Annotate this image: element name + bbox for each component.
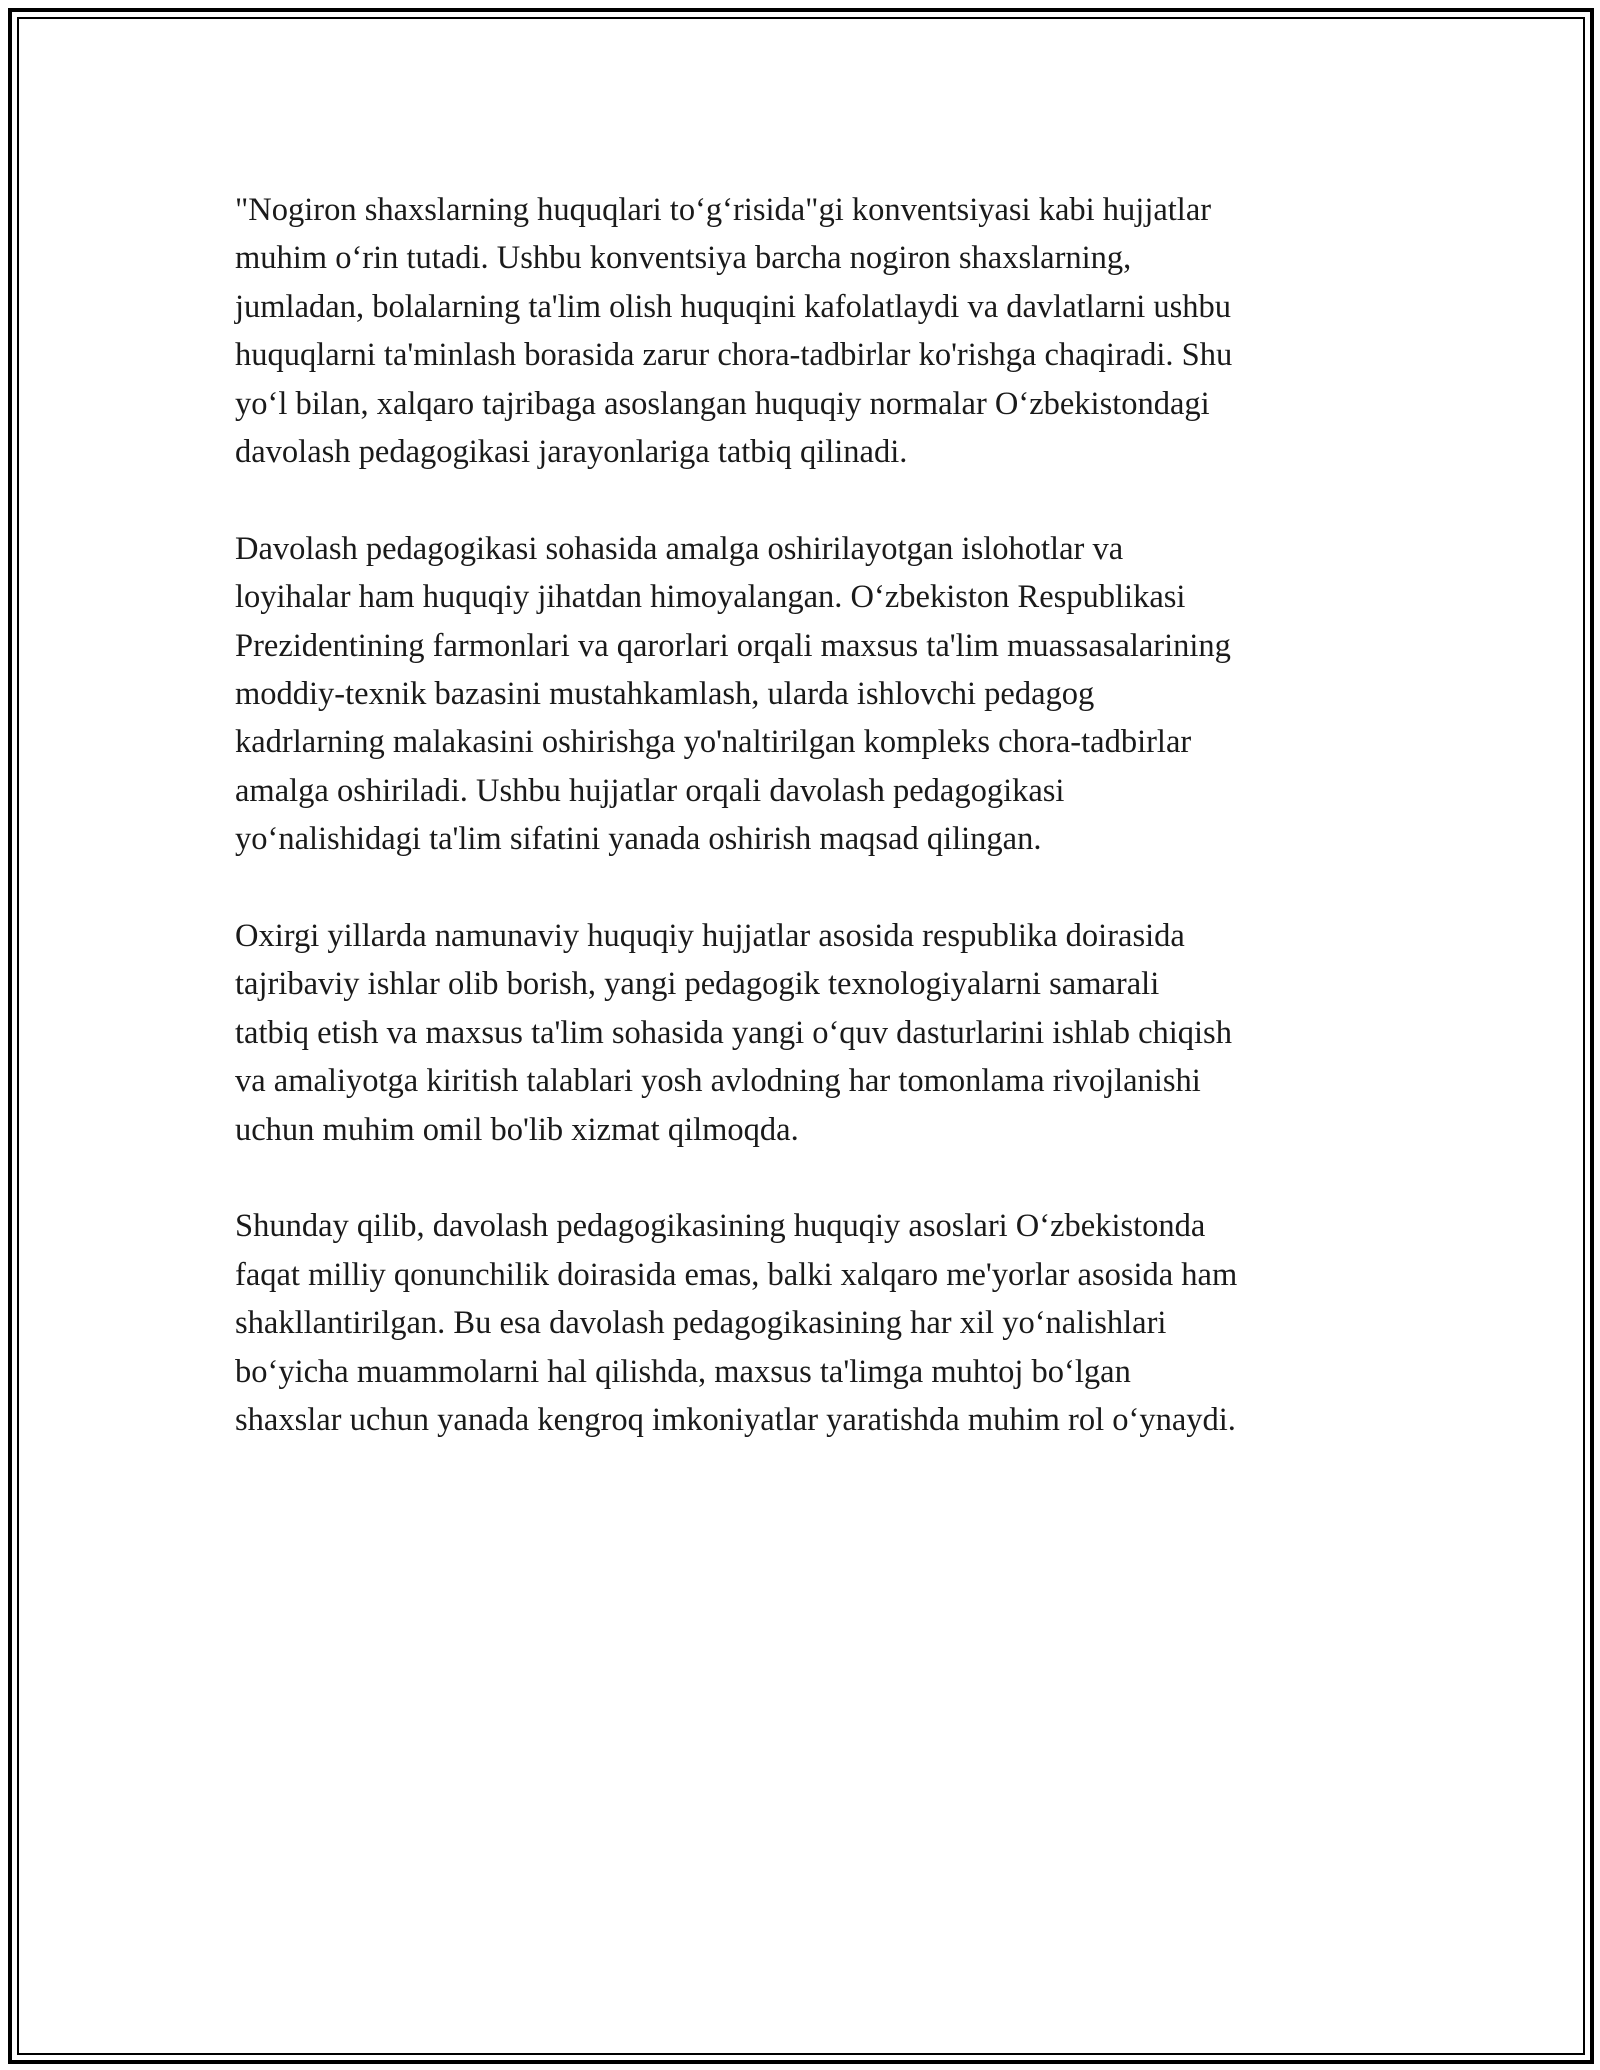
text-line: amalga oshiriladi. Ushbu hujjatlar orqali davolash pedagogikasi: [235, 772, 1065, 809]
text-line: loyihalar ham huquqiy jihatdan himoyalangan. O‘zbekiston Respublikasi: [235, 579, 1186, 616]
text-line: yo‘nalishidagi ta'lim sifatini yanada oshirish maqsad qilingan.: [235, 821, 1042, 858]
text-line: shaxslar uchun yanada kengroq imkoniyatlar yaratishda muhim rol o‘ynaydi.: [235, 1402, 1236, 1439]
text-line: faqat milliy qonunchilik doirasida emas, balki xalqaro me'yorlar asosida ham: [235, 1256, 1238, 1293]
paragraph-1: [235, 186, 1375, 476]
paragraph-4: [235, 1202, 1375, 1444]
text-line: tajribaviy ishlar olib borish, yangi pedagogik texnologiyalarni samarali: [235, 966, 1160, 1003]
text-line: yo‘l bilan, xalqaro tajribaga asoslangan huquqiy normalar O‘zbekistondagi: [235, 385, 1210, 422]
paragraph-3: [235, 912, 1375, 1154]
text-line: tatbiq etish va maxsus ta'lim sohasida yangi o‘quv dasturlarini ishlab chiqish: [235, 1014, 1232, 1051]
text-line: Prezidentining farmonlari va qarorlari orqali maxsus ta'lim muassasalarining: [235, 627, 1231, 664]
text-line: Shunday qilib, davolash pedagogikasining huquqiy asoslari O‘zbekistonda: [235, 1208, 1206, 1245]
text-line: huquqlarni ta'minlash borasida zarur chora-tadbirlar ko'rishga chaqiradi. Shu: [235, 337, 1233, 374]
text-line: bo‘yicha muammolarni hal qilishda, maxsus ta'limga muhtoj bo‘lgan: [235, 1353, 1131, 1390]
text-line: jumladan, bolalarning ta'lim olish huquqini kafolatlaydi va davlatlarni ushbu: [235, 288, 1231, 325]
text-line: Davolash pedagogikasi sohasida amalga oshirilayotgan islohotlar va: [235, 530, 1124, 567]
text-line: uchun muhim omil bo'lib xizmat qilmoqda.: [235, 1111, 799, 1148]
text-line: "Nogiron shaxslarning huquqlari to‘g‘risida"gi konventsiyasi kabi hujjatlar: [235, 192, 1212, 228]
document-body: [235, 186, 1375, 1493]
text-line: moddiy-texnik bazasini mustahkamlash, ularda ishlovchi pedagog: [235, 676, 1095, 713]
paragraph-2: [235, 525, 1375, 864]
text-line: Oxirgi yillarda namunaviy huquqiy hujjatlar asosida respublika doirasida: [235, 918, 1185, 955]
text-line: davolash pedagogikasi jarayonlariga tatbiq qilinadi.: [235, 434, 908, 471]
text-line: shakllantirilgan. Bu esa davolash pedagogikasining har xil yo‘nalishlari: [235, 1305, 1167, 1342]
text-line: muhim o‘rin tutadi. Ushbu konventsiya barcha nogiron shaxslarning,: [235, 240, 1132, 277]
text-line: va amaliyotga kiritish talablari yosh avlodning har tomonlama rivojlanishi: [235, 1063, 1201, 1100]
text-line: kadrlarning malakasini oshirishga yo'naltirilgan kompleks chora-tadbirlar: [235, 724, 1192, 761]
